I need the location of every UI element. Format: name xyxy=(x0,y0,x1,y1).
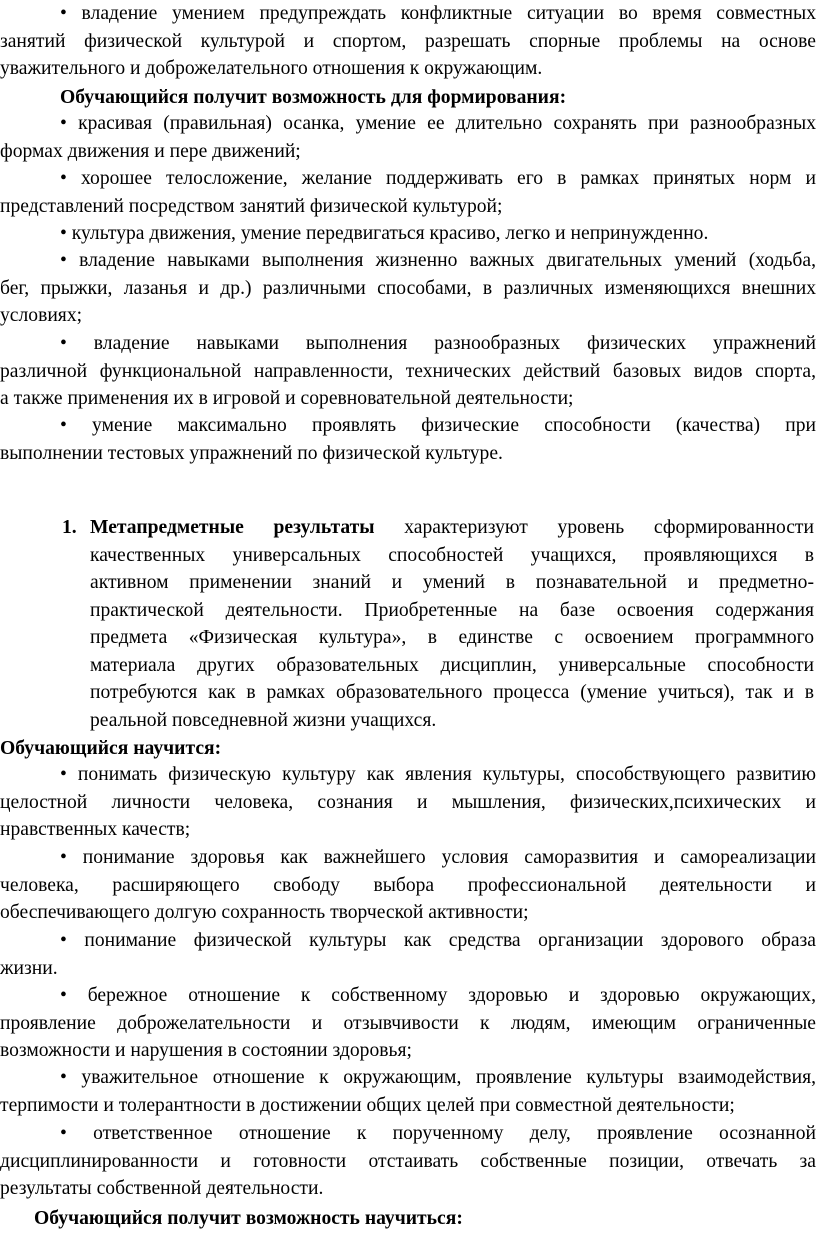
bullet-first-line: • понимать физическую культуру как явления культуры, способствующего развитию xyxy=(60,764,816,785)
bullet-continuation-line: целостной личности человека, сознания и мышления, физических,психических и xyxy=(0,791,816,813)
bullet-item xyxy=(0,330,816,413)
bullet-continuation-line: результаты собственной деятельности. xyxy=(0,1178,324,1199)
bullet-continuation-line: терпимости и толерантности в достижении общих целей при совместной деятельности; xyxy=(0,1094,735,1116)
bullet-continuation-line: а также применения их в игровой и соревновательной деятельности; xyxy=(0,388,574,409)
bullet-continuation-line: условиях; xyxy=(0,305,83,326)
section-heading: Обучающийся получит возможность для формирования: xyxy=(60,87,567,108)
bullet-item xyxy=(0,761,816,844)
bullet-continuation-line: занятий физической культурой и спортом, разрешать спорные проблемы на основе xyxy=(0,30,816,52)
bullet-first-line: • понимание физической культуры как средства организации здорового образа xyxy=(60,930,816,951)
bullet-continuation-line: уважительного и доброжелательного отношения к окружающим. xyxy=(0,58,543,79)
bullet-first-line: • красивая (правильная) осанка, умение ее длительно сохранять при разнообразных xyxy=(60,113,816,134)
list-item-text xyxy=(90,514,814,734)
bullet-first-line: • бережное отношение к собственному здоровью и здоровью окружающих, xyxy=(60,985,816,1006)
bullet-continuation-line: человека, расширяющего свободу выбора профессиональной деятельности и xyxy=(0,874,816,896)
list-continuation-line: практической деятельности. Приобретенные на базе освоения содержания xyxy=(90,599,814,621)
bullet-continuation-line: обеспечивающего долгую сохранность творческой активности; xyxy=(0,902,529,923)
bullet-continuation-line: различной функциональной направленности, технических действий базовых видов спорта, xyxy=(0,360,816,382)
bullet-item xyxy=(0,412,816,467)
list-number: 1. xyxy=(62,517,77,538)
bullet-item xyxy=(0,1064,816,1119)
bullet-item xyxy=(0,927,816,982)
bullet-first-line: • ответственное отношение к порученному делу, проявление осознанной xyxy=(60,1123,816,1144)
list-first-line xyxy=(90,514,814,542)
bullet-first-line: • понимание здоровья как важнейшего условия саморазвития и самореализации xyxy=(60,847,816,868)
bullet-item xyxy=(0,982,816,1065)
bullet-continuation-line: проявление доброжелательности и отзывчивости к людям, имеющим ограниченные xyxy=(0,1012,816,1034)
bullet-first-line: • владение навыками выполнения жизненно важных двигательных умений (ходьба, xyxy=(60,250,816,271)
bullet-continuation-line: представлений посредством занятий физической культурой; xyxy=(0,195,503,217)
bullet-first-line: • хорошее телосложение, желание поддерживать его в рамках принятых норм и xyxy=(60,168,816,189)
list-item-title-rest: характеризуют уровень сформированности xyxy=(374,517,814,538)
bullet-continuation-line: формах движения и пере движений; xyxy=(0,140,301,162)
bullet-item xyxy=(0,165,816,220)
bullet-first-line: • владение навыками выполнения разнообразных физических упражнений xyxy=(60,333,816,354)
section-heading: Обучающийся получит возможность научиться: xyxy=(34,1208,463,1229)
bullet-continuation-line: выполнении тестовых упражнений по физической культуре. xyxy=(0,442,503,464)
bullet-first-line: • культура движения, умение передвигаться красиво, легко и непринужденно. xyxy=(60,223,709,244)
bullet-first-line: • владение умением предупреждать конфликтные ситуации во время совместных xyxy=(60,3,816,24)
bullet-item xyxy=(0,844,816,927)
bullet-item xyxy=(0,110,816,165)
bullet-item xyxy=(0,220,816,248)
section-heading: Обучающийся научится: xyxy=(0,738,222,759)
list-continuation-line: реальной повседневной жизни учащихся. xyxy=(90,709,437,731)
list-continuation-line: качественных универсальных способностей учащихся, проявляющихся в xyxy=(90,544,814,566)
bullet-continuation-line: нравственных качеств; xyxy=(0,819,191,840)
list-continuation-line: потребуются как в рамках образовательного процесса (умение учиться), так и в xyxy=(90,682,814,703)
list-continuation-line: материала других образовательных дисциплин, универсальные способности xyxy=(90,654,814,676)
bullet-continuation-line: жизни. xyxy=(0,957,58,979)
list-continuation-line: предмета «Физическая культура», в единстве с освоением программного xyxy=(90,627,814,648)
bullet-continuation-line: бег, прыжки, лазанья и др.) различными способами, в различных изменяющихся внешних xyxy=(0,277,816,299)
bullet-continuation-line: дисциплинированности и готовности отстаивать собственные позиции, отвечать за xyxy=(0,1150,816,1172)
bullet-first-line: • умение максимально проявлять физические способности (качества) при xyxy=(60,415,816,436)
bullet-first-line: • уважительное отношение к окружающим, проявление культуры взаимодействия, xyxy=(60,1067,816,1088)
bullet-item xyxy=(0,247,816,330)
bullet-item xyxy=(0,0,816,83)
list-item-title: Метапредметные результаты xyxy=(90,517,375,538)
list-continuation-line: активном применении знаний и умений в познавательной и предметно- xyxy=(90,572,814,593)
bullet-continuation-line: возможности и нарушения в состоянии здоровья; xyxy=(0,1040,412,1061)
bullet-item xyxy=(0,1120,816,1203)
